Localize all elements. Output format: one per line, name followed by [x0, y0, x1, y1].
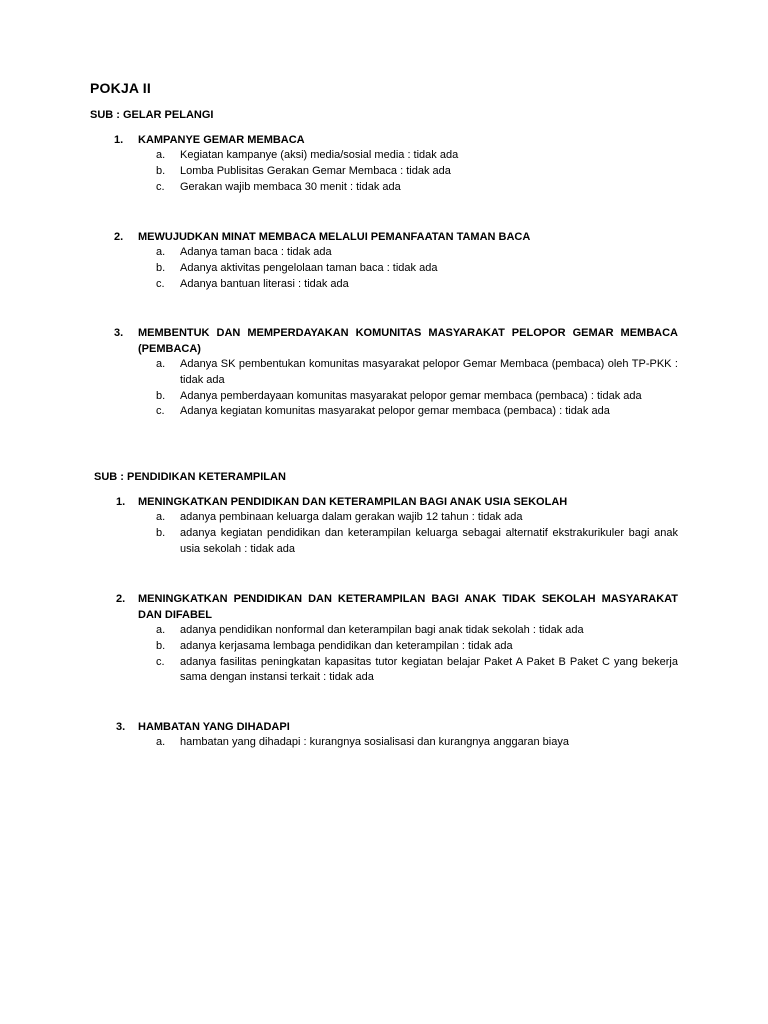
list-item-text: adanya fasilitas peningkatan kapasitas tutor kegiatan belajar Paket A Paket B Paket C yang bekerja sama dengan instansi terkait : tidak ada: [180, 655, 678, 684]
item-heading-text: MENINGKATKAN PENDIDIKAN DAN KETERAMPILAN BAGI ANAK TIDAK SEKOLAH MASYARAKAT DAN DIFABEL: [138, 593, 678, 621]
list-letter: a.: [156, 736, 166, 748]
item-heading-text: HAMBATAN YANG DIHADAPI: [138, 721, 290, 733]
list-item: [90, 148, 678, 164]
item-number: 3.: [114, 327, 124, 339]
item-heading-text: MEMBENTUK DAN MEMPERDAYAKAN KOMUNITAS MASYARAKAT PELOPOR GEMAR MEMBACA (PEMBACA): [138, 327, 678, 355]
list-letter: a.: [156, 246, 166, 258]
list-item: [90, 655, 678, 687]
list-item: [90, 261, 678, 277]
item-heading: [90, 229, 678, 245]
document-title: POKJA II: [90, 80, 151, 96]
item-heading: [90, 591, 678, 623]
section-minat-membaca: [90, 229, 678, 292]
list-item: [90, 510, 678, 526]
list-item: [90, 623, 678, 639]
list-item-text: Adanya pemberdayaan komunitas masyarakat pelopor gemar membaca (pembaca) : tidak ada: [180, 389, 642, 402]
list-item: [90, 357, 678, 389]
list-item-text: Adanya SK pembentukan komunitas masyarakat pelopor Gemar Membaca (pembaca) oleh TP-PKK : tidak ada: [180, 358, 678, 386]
sub-item-list: [90, 245, 678, 292]
sub-heading-gelar-pelangi: SUB : GELAR PELANGI: [90, 109, 214, 121]
list-letter: a.: [156, 624, 166, 636]
item-number: 3.: [116, 721, 126, 733]
item-heading-text: MEWUJUDKAN MINAT MEMBACA MELALUI PEMANFAATAN TAMAN BACA: [138, 231, 531, 243]
item-number: 2.: [114, 231, 124, 243]
list-item: [90, 245, 678, 261]
list-letter: b.: [156, 164, 166, 177]
item-heading: [90, 719, 678, 735]
item-number: 2.: [116, 593, 126, 605]
item-number: 1.: [116, 496, 126, 508]
item-heading: [90, 494, 678, 510]
list-letter: a.: [156, 358, 166, 370]
item-number: 1.: [114, 134, 124, 146]
section-anak-tidak-sekolah: [90, 591, 678, 686]
sub-item-list: [90, 357, 678, 420]
list-letter: b.: [156, 639, 166, 652]
list-letter: a.: [156, 149, 166, 161]
section-hambatan: [90, 719, 678, 751]
section-anak-usia-sekolah: [90, 494, 678, 557]
list-item: [90, 164, 678, 180]
list-item-text: adanya pendidikan nonformal dan keterampilan bagi anak tidak sekolah : tidak ada: [180, 624, 584, 636]
list-letter: b.: [156, 389, 166, 402]
sub-heading-pendidikan-keterampilan: SUB : PENDIDIKAN KETERAMPILAN: [94, 471, 286, 483]
sub-item-list: [90, 148, 678, 195]
list-letter: c.: [156, 277, 165, 290]
list-item-text: Adanya kegiatan komunitas masyarakat pelopor gemar membaca (pembaca) : tidak ada: [180, 405, 610, 418]
list-letter: c.: [156, 180, 165, 193]
list-item: [90, 404, 678, 420]
sub-item-list: [90, 623, 678, 686]
list-item-text: Gerakan wajib membaca 30 menit : tidak ada: [180, 180, 401, 193]
list-item-text: Adanya bantuan literasi : tidak ada: [180, 277, 349, 290]
item-heading-text: KAMPANYE GEMAR MEMBACA: [138, 134, 305, 146]
section-komunitas-pelopor: [90, 325, 678, 420]
sub-item-list: [90, 735, 678, 751]
item-heading: [90, 325, 678, 357]
list-letter: a.: [156, 511, 166, 523]
list-item-text: adanya pembinaan keluarga dalam gerakan wajib 12 tahun : tidak ada: [180, 511, 523, 523]
list-letter: b.: [156, 261, 166, 274]
list-item-text: adanya kegiatan pendidikan dan keterampilan keluarga sebagai alternatif ekstrakurikuler bagi anak usia sekolah : tidak ada: [180, 526, 678, 555]
list-item-text: Lomba Publisitas Gerakan Gemar Membaca : tidak ada: [180, 164, 451, 177]
list-item: [90, 389, 678, 405]
list-letter: b.: [156, 526, 166, 539]
list-item-text: Adanya taman baca : tidak ada: [180, 246, 332, 258]
list-item-text: adanya kerjasama lembaga pendidikan dan keterampilan : tidak ada: [180, 639, 513, 652]
list-letter: c.: [156, 405, 165, 418]
section-kampanye-gemar-membaca: [90, 132, 678, 195]
list-item: [90, 735, 678, 751]
list-item-text: Adanya aktivitas pengelolaan taman baca : tidak ada: [180, 261, 438, 274]
item-heading: [90, 132, 678, 148]
list-item-text: hambatan yang dihadapi : kurangnya sosialisasi dan kurangnya anggaran biaya: [180, 736, 569, 748]
list-letter: c.: [156, 655, 165, 668]
list-item: [90, 526, 678, 558]
list-item: [90, 180, 678, 196]
sub-item-list: [90, 510, 678, 557]
list-item: [90, 639, 678, 655]
list-item-text: Kegiatan kampanye (aksi) media/sosial media : tidak ada: [180, 149, 459, 161]
item-heading-text: MENINGKATKAN PENDIDIKAN DAN KETERAMPILAN BAGI ANAK USIA SEKOLAH: [138, 496, 568, 508]
list-item: [90, 277, 678, 293]
